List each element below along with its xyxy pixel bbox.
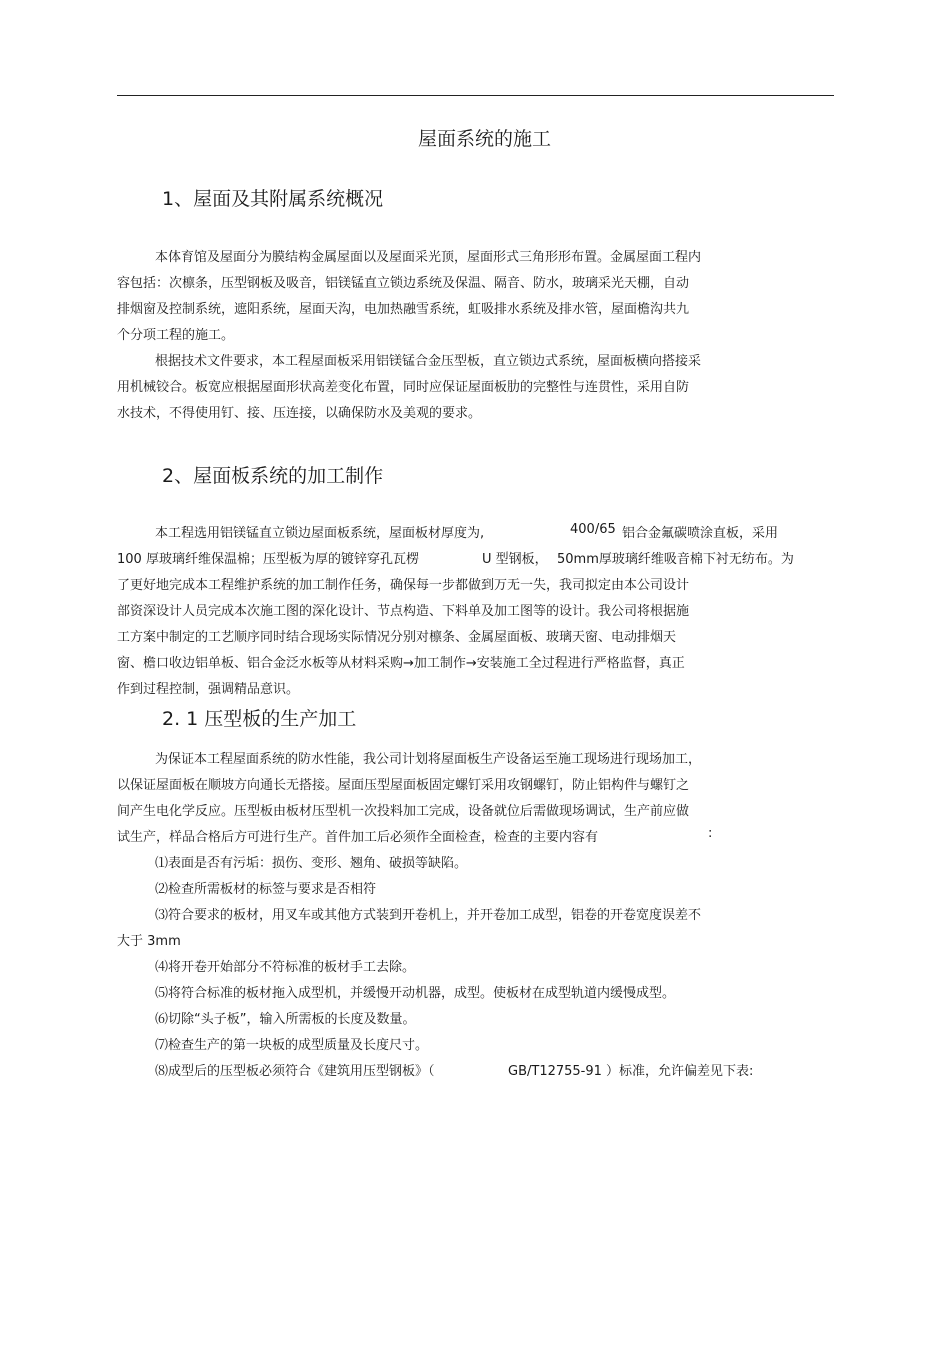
s1-p1-line-2: 容包括：次檩条，压型钢板及吸音，铝镁锰直立锁边系统及保温、隔音、防水，玻璃采光天棚，自动 xyxy=(117,276,690,291)
list-item-3-cont: 大于 3mm xyxy=(117,934,181,949)
s2-line-6: 窗、檐口收边铝单板、铝合金泛水板等从材料采购→加工制作→安装施工全过程进行严格监督，真正 xyxy=(117,656,685,671)
header-rule xyxy=(117,95,834,96)
s2-line-1c: 铝合金氟碳喷涂直板，采用 xyxy=(622,526,779,541)
section-2-1-heading: 2. 1 压型板的生产加工 xyxy=(162,708,357,730)
s21-line-4b: : xyxy=(708,826,713,841)
list-item-6: ⑹切除“头子板”，输入所需板的长度及数量。 xyxy=(155,1012,416,1027)
page-title: 屋面系统的施工 xyxy=(418,128,552,150)
s21-line-2: 以保证屋面板在顺坡方向通长无搭接。屋面压型屋面板固定螺钉采用攻钢螺钉，防止铝构件与螺钉之 xyxy=(117,778,690,793)
s2-line-3: 了更好地完成本工程维护系统的加工制作任务，确保每一步都做到万无一失，我司拟定由本公司设计 xyxy=(117,578,690,593)
s1-p2-line-2: 用机械铰合。板宽应根据屋面形状高差变化布置，同时应保证屋面板肋的完整性与连贯性，采用自防 xyxy=(117,380,690,395)
list-item-3: ⑶符合要求的板材，用叉车或其他方式装到开卷机上，并开卷加工成型，铝卷的开卷宽度误差不 xyxy=(155,908,702,923)
list-item-8a: ⑻成型后的压型板必须符合《建筑用压型钢板》（ xyxy=(155,1064,435,1079)
s2-line-2c: 50mm厚玻璃纤维吸音棉下衬无纺布。为 xyxy=(557,552,794,567)
s2-line-5: 工方案中制定的工艺顺序同时结合现场实际情况分别对檩条、金属屋面板、玻璃天窗、电动排烟天 xyxy=(117,630,677,645)
s21-line-4a: 试生产，样品合格后方可进行生产。首件加工后必须作全面检查，检查的主要内容有 xyxy=(117,830,599,845)
list-item-7: ⑺检查生产的第一块板的成型质量及长度尺寸。 xyxy=(155,1038,429,1053)
section-1-heading: 1、屋面及其附属系统概况 xyxy=(162,188,384,210)
list-item-4: ⑷将开卷开始部分不符标准的板材手工去除。 xyxy=(155,960,416,975)
s21-line-1: 为保证本工程屋面系统的防水性能，我公司计划将屋面板生产设备运至施工现场进行现场加工， xyxy=(155,752,702,767)
s1-p1-line-3: 排烟窗及控制系统，遮阳系统，屋面天沟，电加热融雪系统，虹吸排水系统及排水管，屋面檐沟共九 xyxy=(117,302,690,317)
list-item-8b: GB/T12755-91 ）标准，允许偏差见下表: xyxy=(508,1064,754,1079)
s2-line-1b: 400/65 xyxy=(570,522,616,537)
s2-line-1a: 本工程选用铝镁锰直立锁边屋面板系统，屋面板材厚度为, xyxy=(155,526,485,541)
s1-p1-line-4: 个分项工程的施工。 xyxy=(117,328,235,343)
s2-line-4: 部资深设计人员完成本次施工图的深化设计、节点构造、下料单及加工图等的设计。我公司将根据施 xyxy=(117,604,690,619)
s1-p2-line-3: 水技术，不得使用钉、接、压连接，以确保防水及美观的要求。 xyxy=(117,406,482,421)
s21-line-3: 间产生电化学反应。压型板由板材压型机一次投料加工完成，设备就位后需做现场调试，生产前应做 xyxy=(117,804,690,819)
list-item-1: ⑴表面是否有污垢：损伤、变形、翘角、破损等缺陷。 xyxy=(155,856,468,871)
s2-line-2a: 100 厚玻璃纤维保温棉；压型板为厚的镀锌穿孔瓦楞 xyxy=(117,552,419,567)
s1-p1-line-1: 本体育馆及屋面分为膜结构金属屋面以及屋面采光顶，屋面形式三角形形布置。金属屋面工程内 xyxy=(155,250,702,265)
s2-line-2b: U 型钢板， xyxy=(482,552,548,567)
section-2-heading: 2、屋面板系统的加工制作 xyxy=(162,465,384,487)
list-item-5: ⑸将符合标准的板材拖入成型机，并缓慢开动机器，成型。使板材在成型轨道内缓慢成型。 xyxy=(155,986,676,1001)
list-item-2: ⑵检查所需板材的标签与要求是否相符 xyxy=(155,882,377,897)
s2-line-7: 作到过程控制，强调精品意识。 xyxy=(117,682,300,697)
s1-p2-line-1: 根据技术文件要求，本工程屋面板采用铝镁锰合金压型板，直立锁边式系统，屋面板横向搭接采 xyxy=(155,354,702,369)
